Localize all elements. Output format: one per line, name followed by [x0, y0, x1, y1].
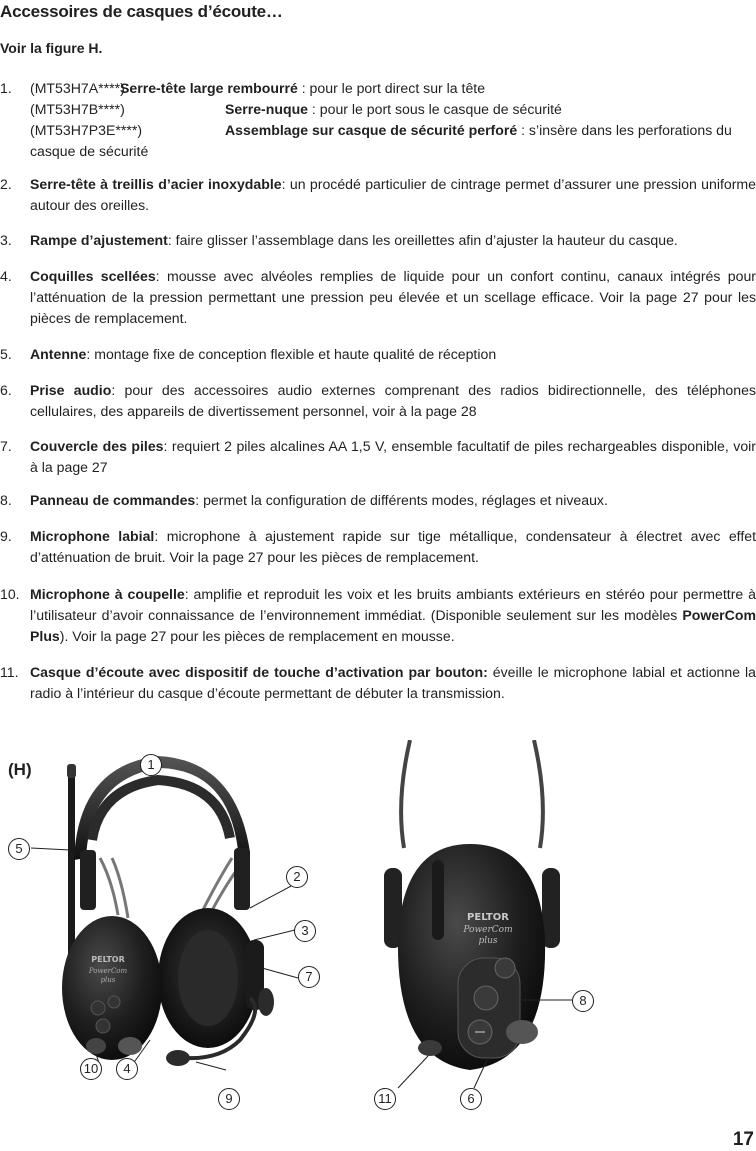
item-text: : faire glisser l’assemblage dans les oreillettes afin d’ajuster la hauteur du casque.	[167, 232, 678, 248]
item-number: 9.	[0, 528, 12, 544]
item-label: Panneau de commandes	[30, 492, 196, 508]
item-text: : montage fixe de conception flexible et haute qualité de réception	[86, 346, 497, 362]
callout-9: 9	[218, 1088, 240, 1110]
list-item-6	[0, 380, 756, 422]
list-item-5	[0, 344, 756, 365]
item-text: : permet la configuration de différents modes, réglages et niveaux.	[195, 492, 608, 508]
list-item-11	[0, 662, 756, 704]
model-code: (MT53H7P3E****)	[30, 122, 143, 138]
list-item-1	[0, 78, 756, 162]
item-number: 2.	[0, 176, 12, 192]
svg-text:plus: plus	[100, 976, 116, 984]
item-number: 7.	[0, 438, 12, 454]
item-label: Microphone labial	[30, 528, 155, 544]
item-label: Rampe d’ajustement	[30, 232, 168, 248]
callout-5: 5	[8, 838, 30, 860]
item-label: Antenne	[30, 346, 87, 362]
page-number: 17	[732, 1129, 754, 1150]
item-number: 11.	[0, 664, 19, 680]
item-bold-model: PowerCom Plus	[30, 607, 756, 644]
brand-text: PELTOR	[91, 955, 125, 964]
figure-label: (H)	[8, 760, 32, 779]
callout-1: 1	[140, 754, 162, 776]
item-text: : microphone à ajustement rapide sur tige métallique, condensateur à électret avec effet d’atténuation de bruit. Voir la page 27 pour les pièces de remplacement.	[30, 528, 756, 565]
item-number: 5.	[0, 346, 12, 362]
model-desc: : pour le port direct sur la tête	[297, 80, 486, 96]
item-number: 8.	[0, 492, 12, 508]
model-desc: : pour le port sous le casque de sécurité	[308, 101, 562, 117]
headset-side-view	[384, 740, 572, 1088]
ear-cup	[62, 916, 162, 1060]
figure-reference: Voir la figure H.	[0, 40, 103, 56]
svg-text:PowerCom: PowerCom	[88, 967, 128, 975]
callout-11: 11	[374, 1088, 396, 1110]
svg-text:PowerCom: PowerCom	[463, 925, 513, 935]
list-item-2	[0, 174, 756, 216]
item-label: Couvercle des piles	[30, 438, 164, 454]
svg-text:PELTOR: PELTOR	[467, 912, 509, 923]
item-text: : amplifie et reproduit les voix et les bruits ambiants extérieurs en stéréo pour permettre à l’utilisateur d’avoir connaissance de l’environnement immédiat. (Disponible seulement sur les modèles	[30, 586, 756, 623]
item-continuation: casque de sécurité	[30, 143, 149, 159]
model-desc: : s’insère dans les perforations du	[517, 122, 732, 138]
list-item-9	[0, 526, 756, 568]
model-code: (MT53H7B****)	[30, 101, 125, 117]
callout-10: 10	[80, 1058, 102, 1080]
list-item-10	[0, 584, 756, 647]
model-name: Serre-nuque	[225, 101, 309, 117]
item-number: 6.	[0, 382, 12, 398]
item-number: 10.	[0, 586, 20, 602]
item-number: 4.	[0, 268, 12, 284]
item-number: 1.	[0, 80, 12, 96]
list-item-7	[0, 436, 756, 478]
item-text: : mousse avec alvéoles remplies de liquide pour un confort continu, canaux intégrés pour l’atténuation de la pression permettant une pression peu élevée et un scellage efficace. Voir la page 27 pour les pièces de remplacement.	[30, 268, 756, 326]
list-item-4	[0, 266, 756, 329]
item-text: éveille le microphone labial et actionne la radio à l’intérieur du casque d’écoute permettant de débuter la transmission.	[30, 664, 756, 701]
callout-2: 2	[286, 866, 308, 888]
model-name: Serre-tête large rembourré	[120, 80, 298, 96]
model-name: Assemblage sur casque de sécurité perforé	[225, 122, 518, 138]
callout-7: 7	[298, 966, 320, 988]
item-text-2: ). Voir la page 27 pour les pièces de remplacement en mousse.	[59, 628, 455, 644]
callout-6: 6	[460, 1088, 482, 1110]
item-text: : requiert 2 piles alcalines AA 1,5 V, ensemble facultatif de piles rechargeables disponible, voir à la page 27	[30, 438, 756, 475]
callout-3: 3	[294, 920, 316, 942]
item-text: : pour des accessoires audio externes comprenant des radios bidirectionnelle, des téléphones cellulaires, des appareils de divertissement personnel, voir à la page 28	[30, 382, 756, 419]
model-code: (MT53H7A****)	[30, 80, 125, 96]
item-label: Microphone à coupelle	[30, 586, 185, 602]
headset-front-view	[31, 756, 298, 1070]
list-item-8	[0, 490, 756, 511]
page-heading: Accessoires de casques d’écoute…	[0, 2, 283, 21]
item-label: Coquilles scellées	[30, 268, 156, 284]
item-label: Prise audio	[30, 382, 112, 398]
svg-text:plus: plus	[478, 936, 498, 946]
list-item-3	[0, 230, 756, 251]
callout-4: 4	[116, 1058, 138, 1080]
item-label: Serre-tête à treillis d’acier inoxydable	[30, 176, 282, 192]
callout-8: 8	[572, 990, 594, 1012]
item-number: 3.	[0, 232, 12, 248]
figure-h-illustration	[0, 740, 756, 1110]
item-text: : un procédé particulier de cintrage permet d’assurer une pression uniforme autour des oreilles.	[30, 176, 756, 213]
item-label: Casque d’écoute avec dispositif de touche d’activation par bouton:	[30, 664, 488, 680]
